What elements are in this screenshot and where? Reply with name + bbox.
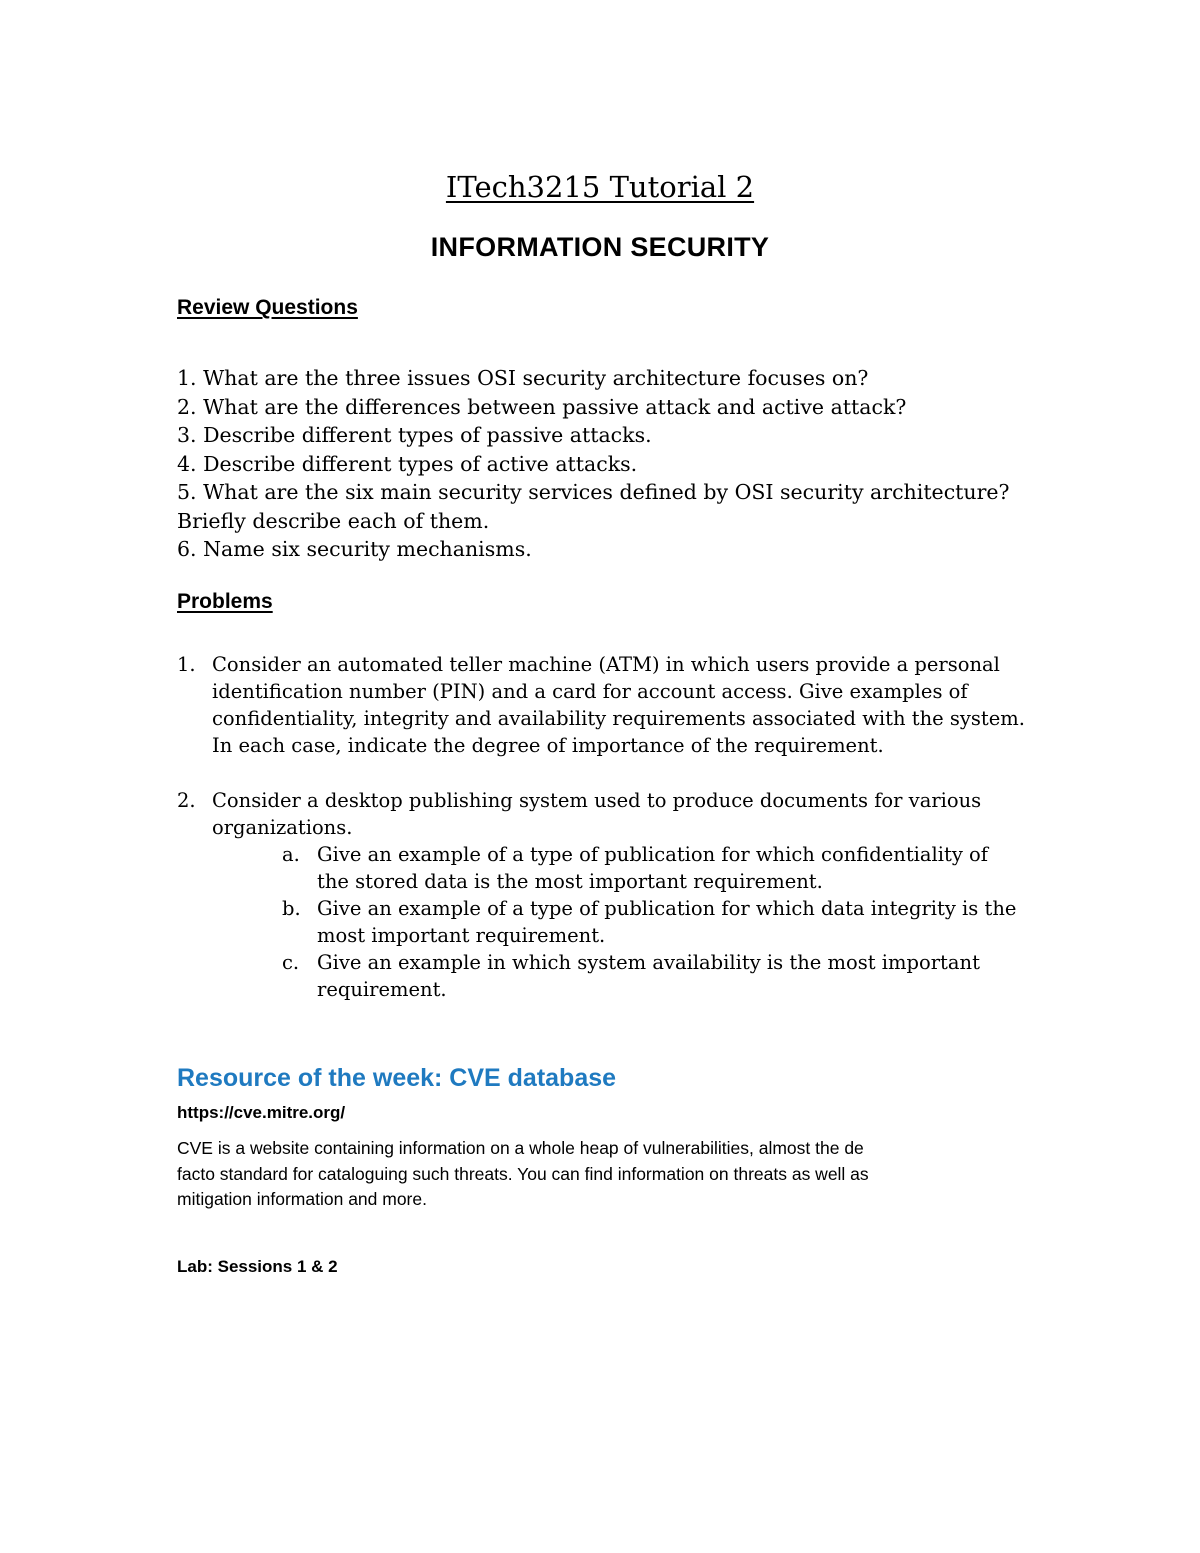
resource-link[interactable]: https://cve.mitre.org/ [177,1103,346,1122]
review-questions-heading: Review Questions [177,296,358,319]
problem-subitem-b [282,895,1017,949]
document-title: ITech3215 Tutorial 2 [445,170,755,204]
lab-sessions-label: Lab: Sessions 1 & 2 [177,1257,338,1276]
subitem-letter: b. [282,897,301,920]
problems-heading: Problems [177,590,273,613]
resource-title: Resource of the week: CVE database [177,1064,617,1092]
review-question-3: 3. Describe different types of passive attacks. [177,423,652,447]
document-subtitle: INFORMATION SECURITY [430,232,770,262]
review-question-5: 5. What are the six main security services defined by OSI security architecture? [177,480,1010,504]
review-question-4: 4. Describe different types of active attacks. [177,451,638,476]
problem-subitem-a [282,841,1017,895]
problem-subitem-c [282,949,1017,1003]
review-question-2: 2. What are the differences between passive attack and active attack? [177,394,907,419]
problem-1 [177,651,1037,759]
review-questions-list [177,364,1077,564]
review-question-5-continued: Briefly describe each of them. [177,508,490,533]
problem-number: 1. [177,653,196,676]
problem-text: Consider a desktop publishing system used to produce documents for various organizations. [212,789,982,839]
problem-text: Consider an automated teller machine (ATM) in which users provide a personal identification number (PIN) and a card for account access. Give examples of confidentiality, integrity and availability requirements associated with the system. In each case, indicate the degree of importance of the requirement. [212,653,1025,757]
subitem-text: Give an example of a type of publication for which confidentiality of the stored data is the most important requirement. [317,843,989,893]
review-question-6: 6. Name six security mechanisms. [177,537,532,561]
resource-description: CVE is a website containing information on a whole heap of vulnerabilities, almost the de facto standard for cataloguing such threats. You can find information on threats as well as mitigation information and more. [177,1138,869,1209]
subitem-letter: a. [282,843,300,866]
subitem-text: Give an example in which system availability is the most important requirement. [317,951,980,1001]
problem-number: 2. [177,789,196,812]
subitem-text: Give an example of a type of publication for which data integrity is the most important requirement. [317,897,1017,947]
review-question-1: 1. What are the three issues OSI security architecture focuses on? [177,366,869,390]
subitem-letter: c. [282,951,300,974]
problem-2 [177,787,1037,1003]
